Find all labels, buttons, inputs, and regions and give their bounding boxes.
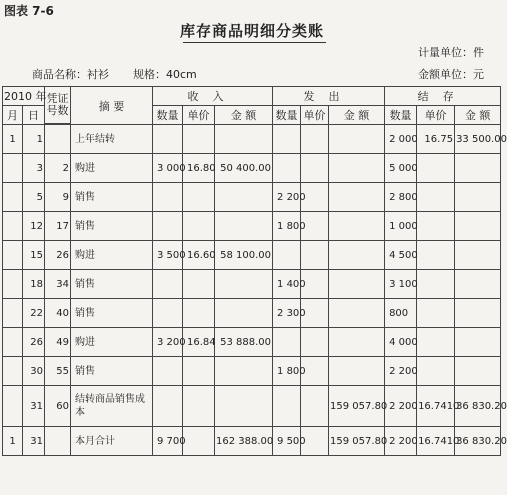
income-amount-cell: 50 400.00: [215, 154, 273, 183]
header-row-1: [3, 87, 501, 106]
balance-price-cell: 16.7410: [417, 386, 455, 427]
month-cell: [3, 270, 23, 299]
day-header: 日: [23, 106, 45, 125]
voucher-cell: 34: [45, 270, 71, 299]
issue-qty-cell: 1 800: [273, 212, 301, 241]
income-amount-cell: 162 388.00: [215, 427, 273, 456]
income-price-cell: 16.60: [183, 241, 215, 270]
ledger-title: 库存商品明细分类账: [179, 22, 324, 40]
issue-amount-header: 金 额: [329, 106, 385, 125]
income-qty-cell: 3 000: [153, 154, 183, 183]
income-qty-cell: 3 500: [153, 241, 183, 270]
month-cell: [3, 357, 23, 386]
summary-cell: 购进: [71, 154, 153, 183]
issue-qty-cell: 2 300: [273, 299, 301, 328]
voucher-cell: [45, 125, 71, 154]
income-price-cell: [183, 125, 215, 154]
income-qty-cell: [153, 125, 183, 154]
ledger-row: [3, 427, 501, 456]
issue-price-cell: [301, 328, 329, 357]
income-price-cell: [183, 357, 215, 386]
summary-cell: 销售: [71, 212, 153, 241]
balance-qty-cell: 2 800: [385, 183, 417, 212]
day-cell: 22: [23, 299, 45, 328]
month-header: 月: [3, 106, 23, 125]
summary-cell: 销售: [71, 270, 153, 299]
income-amount-cell: 53 888.00: [215, 328, 273, 357]
summary-cell: 结转商品销售成本: [71, 386, 153, 427]
income-price-header: 单价: [183, 106, 215, 125]
day-cell: 30: [23, 357, 45, 386]
issue-price-cell: [301, 241, 329, 270]
issue-qty-cell: 1 400: [273, 270, 301, 299]
product-spec: 规格：40cm: [133, 68, 197, 81]
income-qty-cell: [153, 299, 183, 328]
summary-cell: 销售: [71, 183, 153, 212]
income-qty-cell: [153, 386, 183, 427]
month-cell: [3, 154, 23, 183]
issue-header: 发出: [273, 87, 385, 106]
income-qty-cell: [153, 212, 183, 241]
income-price-cell: [183, 270, 215, 299]
day-cell: 26: [23, 328, 45, 357]
balance-header: 结存: [385, 87, 501, 106]
income-amount-cell: [215, 357, 273, 386]
day-cell: 31: [23, 386, 45, 427]
voucher-cell: 26: [45, 241, 71, 270]
balance-amount-cell: 36 830.20: [455, 427, 501, 456]
voucher-cell: 40: [45, 299, 71, 328]
issue-amount-cell: [329, 212, 385, 241]
income-price-cell: [183, 427, 215, 456]
issue-amount-cell: [329, 125, 385, 154]
summary-header: 摘 要: [71, 87, 153, 125]
issue-qty-cell: [273, 241, 301, 270]
day-cell: 18: [23, 270, 45, 299]
balance-qty-cell: 2 200: [385, 357, 417, 386]
ledger-table: [2, 86, 507, 456]
balance-qty-cell: 2 000: [385, 125, 417, 154]
month-cell: [3, 183, 23, 212]
issue-qty-cell: [273, 386, 301, 427]
amount-unit: 金额单位：元: [418, 68, 484, 81]
voucher-cell: 60: [45, 386, 71, 427]
issue-amount-cell: [329, 270, 385, 299]
balance-price-cell: [417, 183, 455, 212]
month-cell: [3, 386, 23, 427]
income-qty-cell: 3 200: [153, 328, 183, 357]
day-cell: 12: [23, 212, 45, 241]
balance-price-cell: [417, 154, 455, 183]
voucher-cell: [45, 427, 71, 456]
ledger-row: [3, 183, 501, 212]
income-qty-header: 数量: [153, 106, 183, 125]
balance-amount-cell: 33 500.00: [455, 125, 501, 154]
balance-price-cell: [417, 299, 455, 328]
balance-qty-cell: 2 200: [385, 386, 417, 427]
summary-cell: 上年结转: [71, 125, 153, 154]
balance-price-cell: [417, 270, 455, 299]
ledger-row: [3, 386, 501, 427]
voucher-cell: 9: [45, 183, 71, 212]
balance-price-cell: 16.7410: [417, 427, 455, 456]
count-unit: 计量单位：件: [418, 46, 484, 59]
summary-cell: 销售: [71, 299, 153, 328]
income-amount-cell: 58 100.00: [215, 241, 273, 270]
issue-qty-cell: [273, 328, 301, 357]
ledger-row: [3, 328, 501, 357]
income-header: 收入: [153, 87, 273, 106]
income-qty-cell: [153, 183, 183, 212]
balance-amount-cell: [455, 270, 501, 299]
income-amount-cell: [215, 183, 273, 212]
month-cell: [3, 241, 23, 270]
day-cell: 1: [23, 125, 45, 154]
income-qty-cell: [153, 357, 183, 386]
issue-price-header: 单价: [301, 106, 329, 125]
ledger-row: [3, 125, 501, 154]
income-price-cell: [183, 212, 215, 241]
income-amount-cell: [215, 386, 273, 427]
ledger-row: [3, 357, 501, 386]
day-cell: 3: [23, 154, 45, 183]
voucher-cell: 2: [45, 154, 71, 183]
balance-qty-cell: 3 100: [385, 270, 417, 299]
issue-price-cell: [301, 154, 329, 183]
issue-amount-cell: 159 057.80: [329, 386, 385, 427]
day-cell: 31: [23, 427, 45, 456]
month-cell: [3, 328, 23, 357]
issue-amount-cell: 159 057.80: [329, 427, 385, 456]
balance-price-cell: [417, 357, 455, 386]
summary-cell: 购进: [71, 328, 153, 357]
voucher-header: 凭证号数: [45, 87, 71, 124]
voucher-cell: 17: [45, 212, 71, 241]
issue-price-cell: [301, 386, 329, 427]
issue-amount-cell: [329, 357, 385, 386]
ledger-row: [3, 241, 501, 270]
issue-qty-cell: 1 800: [273, 357, 301, 386]
title-underline: [183, 42, 326, 43]
income-price-cell: [183, 386, 215, 427]
balance-qty-cell: 800: [385, 299, 417, 328]
balance-amount-cell: [455, 241, 501, 270]
balance-qty-cell: 2 200: [385, 427, 417, 456]
day-cell: 15: [23, 241, 45, 270]
summary-cell: 本月合计: [71, 427, 153, 456]
balance-price-cell: [417, 212, 455, 241]
balance-qty-cell: 5 000: [385, 154, 417, 183]
balance-amount-cell: [455, 357, 501, 386]
year-header: 2010 年: [3, 87, 45, 106]
issue-qty-header: 数量: [273, 106, 301, 125]
product-name: 商品名称：衬衫: [32, 68, 109, 81]
month-cell: [3, 212, 23, 241]
balance-amount-cell: [455, 299, 501, 328]
balance-price-header: 单价: [417, 106, 455, 125]
balance-qty-cell: 4 000: [385, 328, 417, 357]
income-qty-cell: 9 700: [153, 427, 183, 456]
income-amount-cell: [215, 270, 273, 299]
month-cell: 1: [3, 427, 23, 456]
balance-amount-cell: [455, 183, 501, 212]
issue-amount-cell: [329, 154, 385, 183]
income-price-cell: [183, 299, 215, 328]
income-qty-cell: [153, 270, 183, 299]
figure-label: 图表 7-6: [4, 4, 54, 18]
issue-qty-cell: [273, 154, 301, 183]
voucher-cell: 55: [45, 357, 71, 386]
income-amount-cell: [215, 212, 273, 241]
balance-price-cell: 16.75: [417, 125, 455, 154]
issue-qty-cell: 2 200: [273, 183, 301, 212]
balance-amount-cell: [455, 212, 501, 241]
summary-cell: 购进: [71, 241, 153, 270]
balance-amount-cell: 36 830.20: [455, 386, 501, 427]
ledger-row: [3, 299, 501, 328]
balance-amount-cell: [455, 154, 501, 183]
balance-price-cell: [417, 328, 455, 357]
issue-qty-cell: 9 500: [273, 427, 301, 456]
income-amount-cell: [215, 299, 273, 328]
balance-qty-cell: 4 500: [385, 241, 417, 270]
balance-amount-header: 金 额: [455, 106, 501, 125]
issue-amount-cell: [329, 328, 385, 357]
voucher-cell: 49: [45, 328, 71, 357]
summary-cell: 销售: [71, 357, 153, 386]
month-cell: [3, 299, 23, 328]
income-amount-header: 金 额: [215, 106, 273, 125]
issue-amount-cell: [329, 241, 385, 270]
income-price-cell: 16.80: [183, 154, 215, 183]
income-price-cell: 16.84: [183, 328, 215, 357]
issue-amount-cell: [329, 183, 385, 212]
income-amount-cell: [215, 125, 273, 154]
balance-qty-cell: 1 000: [385, 212, 417, 241]
income-price-cell: [183, 183, 215, 212]
balance-amount-cell: [455, 328, 501, 357]
day-cell: 5: [23, 183, 45, 212]
ledger-row: [3, 212, 501, 241]
ledger-row: [3, 270, 501, 299]
balance-price-cell: [417, 241, 455, 270]
balance-qty-header: 数量: [385, 106, 417, 125]
issue-amount-cell: [329, 299, 385, 328]
issue-price-cell: [301, 125, 329, 154]
month-cell: 1: [3, 125, 23, 154]
issue-qty-cell: [273, 125, 301, 154]
ledger-row: [3, 154, 501, 183]
